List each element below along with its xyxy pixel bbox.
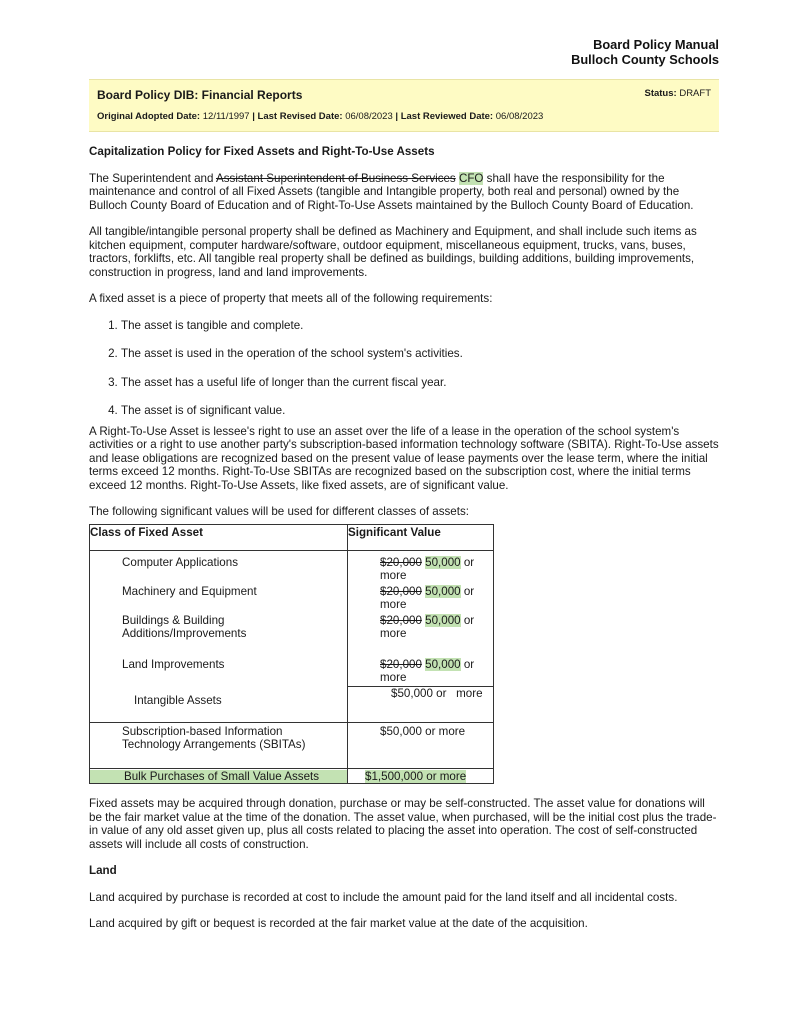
land-heading: Land xyxy=(89,864,117,877)
paragraph-acquisition: Fixed assets may be acquired through donation, purchase or may be self-constructed. The asset value for donations will be the fair market value at the time of the donation. The asset value, when purchased, will be the initial cost plus the trade-in value of any old asset given up, plus all costs related to placing the asset into operation. The cost of self-constructed assets will include all costs of construction. xyxy=(89,797,717,851)
date-separator: | xyxy=(395,111,399,122)
asset-class: Buildings & Building Additions/Improvements xyxy=(122,613,247,640)
requirements-list xyxy=(89,319,719,418)
list-item: 3. The asset has a useful life of longer than the current fiscal year. xyxy=(121,376,719,390)
list-item: 4. The asset is of significant value. xyxy=(121,404,719,418)
new-value: 50,000 xyxy=(425,657,461,671)
asset-value xyxy=(348,658,493,685)
asset-value: $50,000 or more xyxy=(391,687,483,700)
inserted-text: CFO xyxy=(458,171,484,185)
policy-content xyxy=(89,145,719,944)
p1-text-b: shall have the responsibility for the maintenance and control of all Fixed Assets (tangible and Intangible property, both real and personal) owned by the Bulloch County Board of Education and of Right-To-Use Assets maintained by the Bulloch County Board of Education. xyxy=(89,171,694,212)
paragraph-responsibility xyxy=(89,172,719,213)
bulk-value: $1,500,000 or more xyxy=(365,769,467,783)
new-value: 50,000 xyxy=(425,555,461,569)
asset-value: $50,000 or more xyxy=(380,724,466,738)
old-value: $20,000 xyxy=(380,555,422,569)
value-suffix: or more xyxy=(380,657,475,684)
list-item: 1. The asset is tangible and complete. xyxy=(121,319,719,333)
paragraph-right-to-use: A Right-To-Use Asset is lessee's right to use an asset over the life of a lease in the operation of the school system's activities or a right to use another party's subscription-based information technology software (SBITA). Right-To-Use assets and lease obligations are recognized based on the present value of lease payments over the lease term, where the initial terms exceed 12 months. Right-To-Use SBITAs are recognized based on the subscription cost, where the initial terms exceed 12 months. Right-To-Use Assets, like fixed assets, are of significant value. xyxy=(89,424,719,492)
asset-value xyxy=(348,556,493,583)
revised-label: Last Revised Date: xyxy=(257,111,343,122)
paragraph-land-gift: Land acquired by gift or bequest is recorded at the fair market value at the date of the acquisition. xyxy=(89,917,588,930)
table-row xyxy=(90,614,494,658)
value-suffix: or more xyxy=(380,584,475,611)
asset-class: Computer Applications xyxy=(122,555,238,569)
asset-class: Machinery and Equipment xyxy=(122,584,257,598)
adopted-label: Original Adopted Date: xyxy=(97,111,201,122)
struck-text: Assistant Superintendent of Business Services xyxy=(216,171,456,185)
p1-text-a: The Superintendent and xyxy=(89,171,216,185)
new-value: 50,000 xyxy=(425,584,461,598)
table-row xyxy=(90,585,494,614)
date-separator: | xyxy=(252,111,255,122)
value-suffix: or more xyxy=(380,613,475,640)
table-row xyxy=(90,658,494,687)
asset-value xyxy=(348,770,493,784)
table-row xyxy=(90,722,494,768)
status-label: Status: xyxy=(644,88,677,99)
manual-title: Board Policy Manual xyxy=(593,37,719,52)
new-value: 50,000 xyxy=(425,613,461,627)
list-item: 2. The asset is used in the operation of the school system's activities. xyxy=(121,347,719,361)
policy-status xyxy=(644,88,711,99)
asset-class: Land Improvements xyxy=(122,657,225,671)
revised-value: 06/08/2023 xyxy=(345,111,393,122)
asset-class xyxy=(90,770,347,784)
column-header-value: Significant Value xyxy=(348,524,494,550)
table-row xyxy=(90,550,494,585)
asset-class: Intangible Assets xyxy=(134,693,222,707)
paragraph-definitions: All tangible/intangible personal property shall be defined as Machinery and Equipment, and shall include such items as kitchen equipment, computer hardware/software, outdoor equipment, miscellaneous equipment, trucks, vans, buses, tractors, forklifts, etc. All tangible real property shall be defined as buildings, building additions, building improvements, construction in progress, land and land improvements. xyxy=(89,225,697,279)
policy-info-box xyxy=(89,79,719,132)
table-row xyxy=(90,687,494,723)
asset-value xyxy=(348,614,493,641)
policy-dates xyxy=(97,111,543,122)
table-row xyxy=(90,768,494,784)
significant-values-table xyxy=(89,524,494,785)
old-value: $20,000 xyxy=(380,584,422,598)
table-header-row xyxy=(90,524,494,550)
paragraph-table-intro: The following significant values will be used for different classes of assets: xyxy=(89,505,469,518)
old-value: $20,000 xyxy=(380,613,422,627)
document-header xyxy=(571,38,719,67)
reviewed-value: 06/08/2023 xyxy=(495,111,544,122)
policy-title: Board Policy DIB: Financial Reports xyxy=(97,88,303,102)
district-name: Bulloch County Schools xyxy=(571,51,719,67)
asset-value xyxy=(348,585,493,612)
column-header-class: Class of Fixed Asset xyxy=(90,524,348,550)
reviewed-label: Last Reviewed Date: xyxy=(400,111,494,122)
paragraph-fixed-asset-intro: A fixed asset is a piece of property that meets all of the following requirements: xyxy=(89,292,493,305)
status-value: DRAFT xyxy=(679,88,711,99)
bulk-asset-label: Bulk Purchases of Small Value Assets xyxy=(124,769,320,783)
adopted-value: 12/11/1997 xyxy=(202,111,250,122)
paragraph-land-purchase: Land acquired by purchase is recorded at cost to include the amount paid for the land itself and all incidental costs. xyxy=(89,890,678,904)
old-value: $20,000 xyxy=(380,657,422,671)
asset-class: Subscription-based Information Technology Arrangements (SBITAs) xyxy=(122,724,306,751)
value-suffix: or more xyxy=(380,555,475,582)
section-title: Capitalization Policy for Fixed Assets and Right-To-Use Assets xyxy=(89,145,435,158)
